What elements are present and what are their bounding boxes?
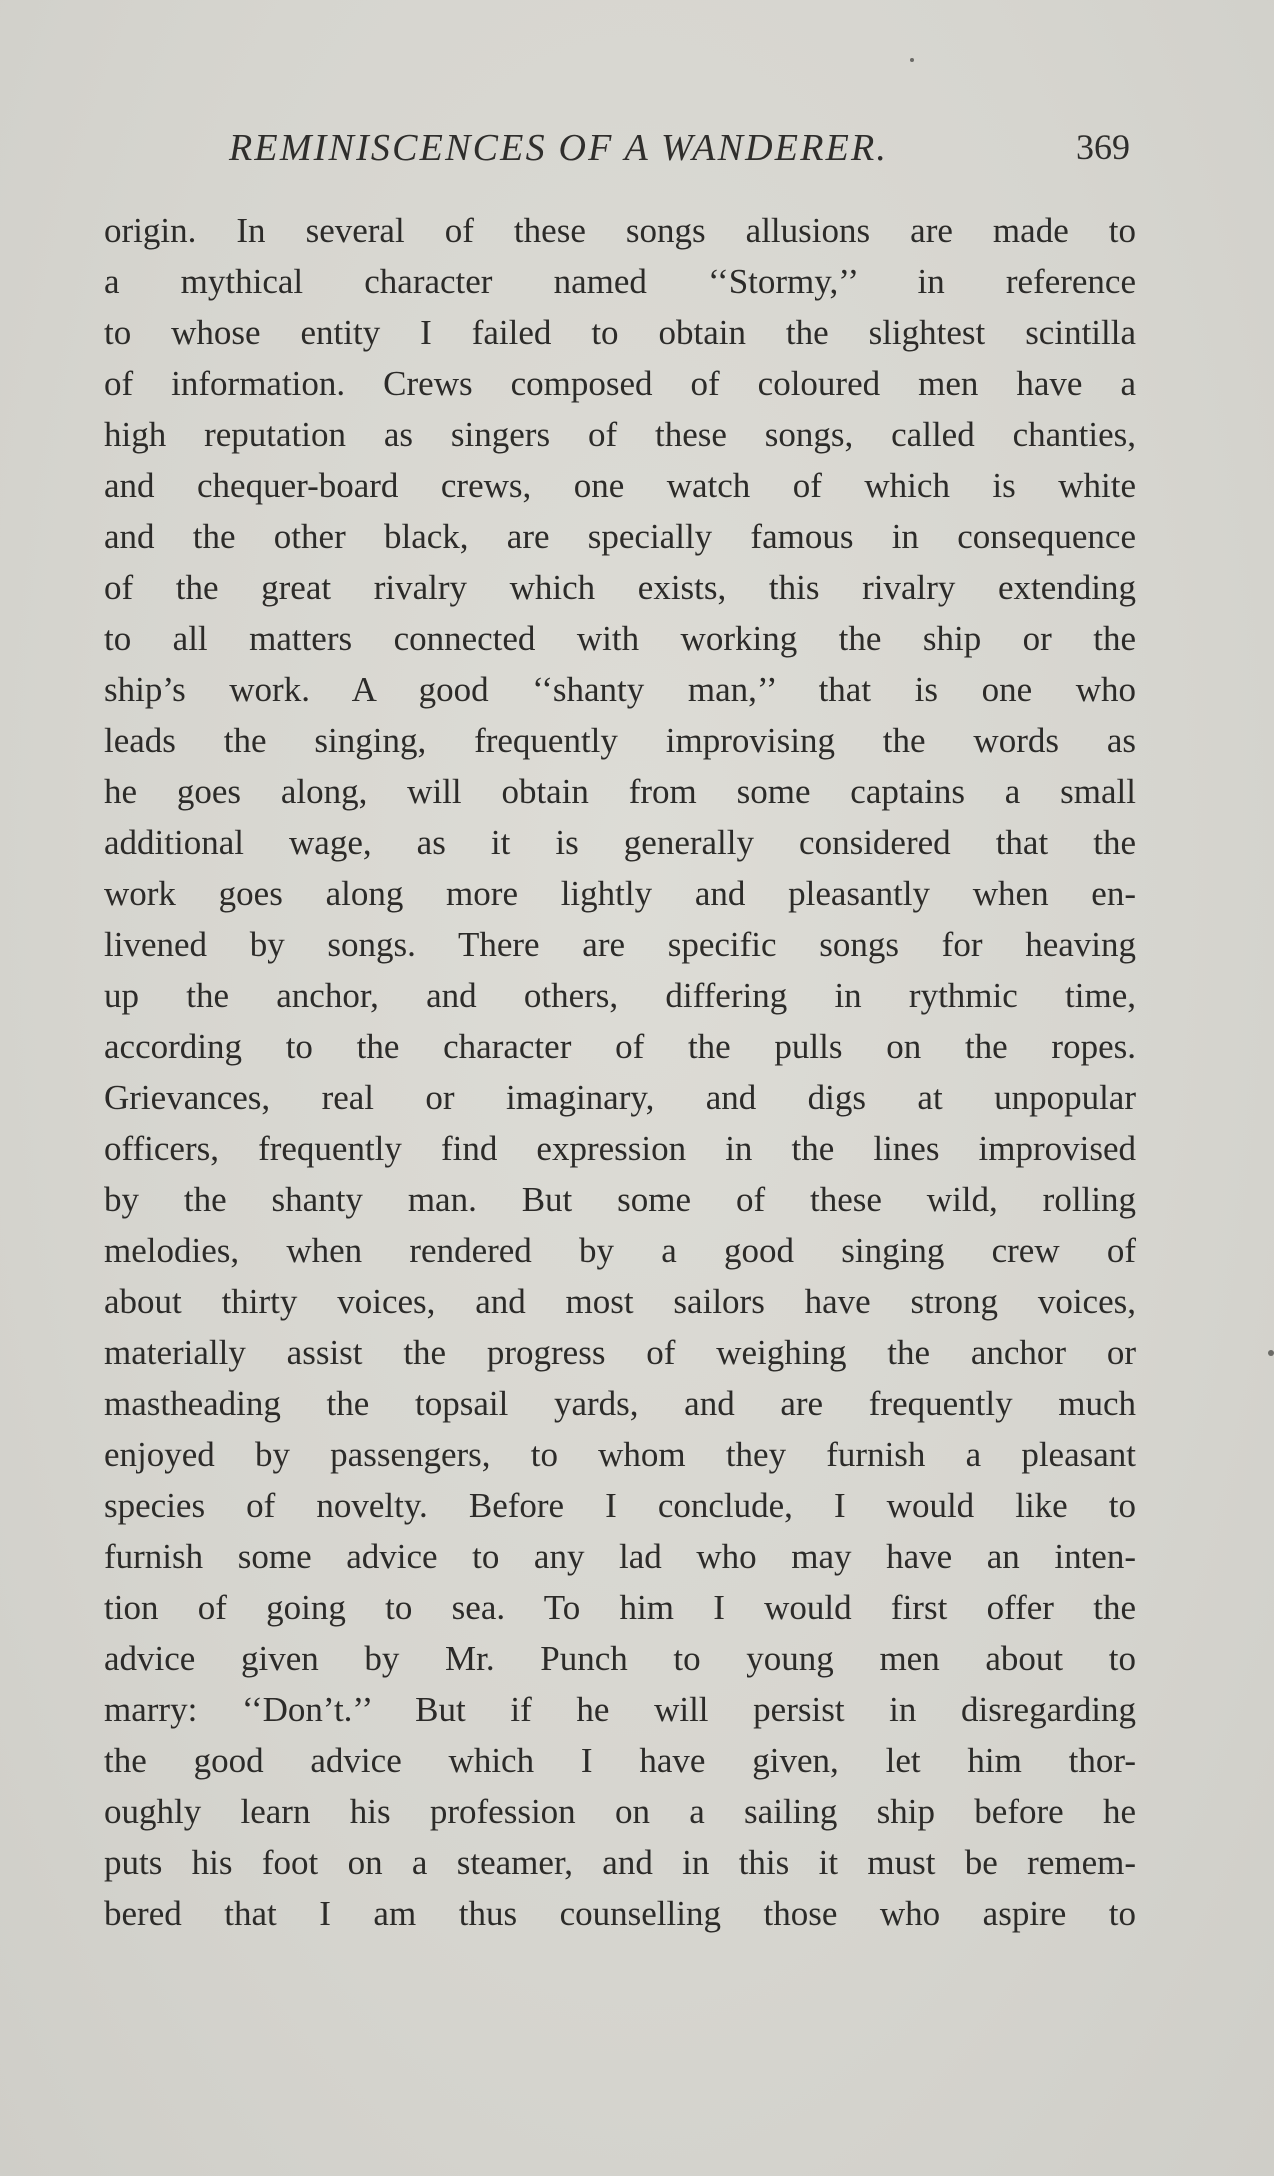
page-number: 369 bbox=[1076, 127, 1130, 167]
text-line: furnish some advice to any lad who may have an inten- bbox=[104, 1537, 1136, 1576]
text-line: a mythical character named ‘‘Stormy,’’ in reference bbox=[104, 262, 1136, 301]
text-line: advice given by Mr. Punch to young men about to bbox=[104, 1639, 1136, 1678]
text-line: mastheading the topsail yards, and are frequently much bbox=[104, 1384, 1136, 1423]
paper-speck bbox=[910, 58, 914, 62]
paper-speck bbox=[1268, 1350, 1274, 1356]
text-line: of the great rivalry which exists, this rivalry extending bbox=[104, 568, 1136, 607]
running-head bbox=[105, 126, 1130, 174]
text-line: by the shanty man. But some of these wild, rolling bbox=[104, 1180, 1136, 1219]
text-line: species of novelty. Before I conclude, I would like to bbox=[104, 1486, 1136, 1525]
text-line: up the anchor, and others, differing in rythmic time, bbox=[104, 976, 1136, 1015]
text-line: oughly learn his profession on a sailing ship before he bbox=[104, 1792, 1136, 1831]
text-line: about thirty voices, and most sailors have strong voices, bbox=[104, 1282, 1136, 1321]
text-line: to all matters connected with working the ship or the bbox=[104, 619, 1136, 658]
text-line: livened by songs. There are specific songs for heaving bbox=[104, 925, 1136, 964]
text-line: tion of going to sea. To him I would first offer the bbox=[104, 1588, 1136, 1627]
running-title: REMINISCENCES OF A WANDERER. bbox=[229, 127, 889, 169]
text-line: officers, frequently find expression in the lines improvised bbox=[104, 1129, 1136, 1168]
text-line: bered that I am thus counselling those who aspire to bbox=[104, 1894, 1136, 1933]
text-line: he goes along, will obtain from some captains a small bbox=[104, 772, 1136, 811]
text-line: according to the character of the pulls on the ropes. bbox=[104, 1027, 1136, 1066]
text-line: work goes along more lightly and pleasantly when en- bbox=[104, 874, 1136, 913]
text-line: Grievances, real or imaginary, and digs at unpopular bbox=[104, 1078, 1136, 1117]
text-line: origin. In several of these songs allusions are made to bbox=[104, 211, 1136, 250]
text-line: melodies, when rendered by a good singing crew of bbox=[104, 1231, 1136, 1270]
text-line: of information. Crews composed of coloured men have a bbox=[104, 364, 1136, 403]
body-text bbox=[104, 205, 1136, 1939]
text-line: the good advice which I have given, let him thor- bbox=[104, 1741, 1136, 1780]
text-line: additional wage, as it is generally considered that the bbox=[104, 823, 1136, 862]
text-line: leads the singing, frequently improvising the words as bbox=[104, 721, 1136, 760]
text-line: marry: ‘‘Don’t.’’ But if he will persist in disregarding bbox=[104, 1690, 1136, 1729]
text-line: materially assist the progress of weighing the anchor or bbox=[104, 1333, 1136, 1372]
text-line: puts his foot on a steamer, and in this it must be remem- bbox=[104, 1843, 1136, 1882]
text-line: and the other black, are specially famous in consequence bbox=[104, 517, 1136, 556]
text-line: and chequer-board crews, one watch of which is white bbox=[104, 466, 1136, 505]
text-line: high reputation as singers of these songs, called chanties, bbox=[104, 415, 1136, 454]
text-line: ship’s work. A good ‘‘shanty man,’’ that is one who bbox=[104, 670, 1136, 709]
text-line: enjoyed by passengers, to whom they furnish a pleasant bbox=[104, 1435, 1136, 1474]
text-line: to whose entity I failed to obtain the slightest scintilla bbox=[104, 313, 1136, 352]
